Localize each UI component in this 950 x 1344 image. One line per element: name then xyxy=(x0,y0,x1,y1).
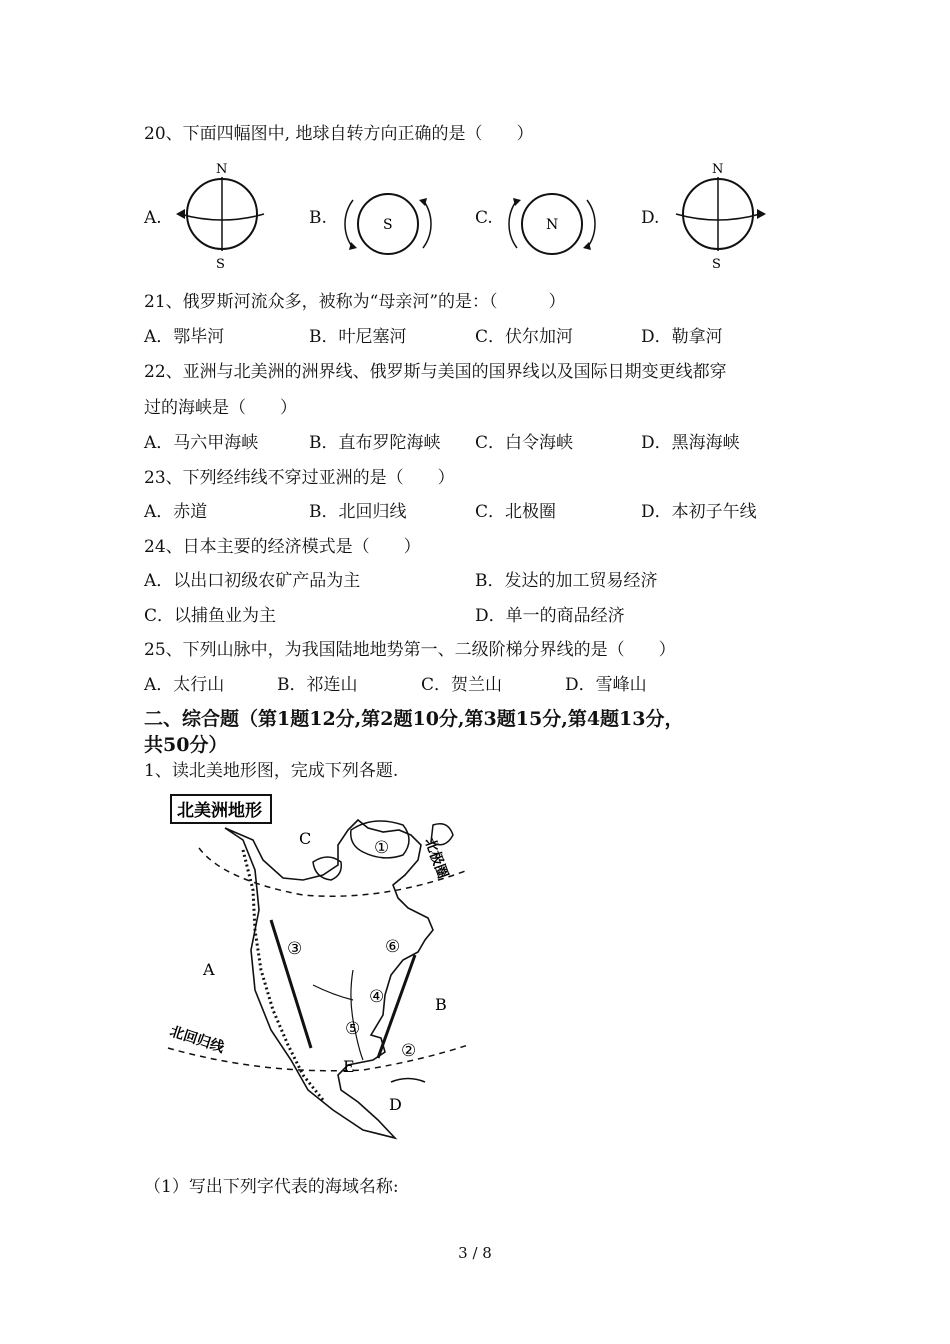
q23-option-a: A．赤道 xyxy=(144,502,208,522)
south-label: S xyxy=(383,217,393,233)
q21-option-b: B．叶尼塞河 xyxy=(309,327,407,347)
map-title: 北美洲地形 xyxy=(177,801,262,821)
map-number-3: ③ xyxy=(287,939,303,959)
q23-option-d: D．本初子午线 xyxy=(641,502,757,522)
section2-heading-line1: 二、综合题（第1题12分,第2题10分,第3题15分,第4题13分， xyxy=(144,708,684,730)
map-letter-e: E xyxy=(343,1057,355,1076)
q25-option-d: D．雪峰山 xyxy=(565,675,647,695)
map-letter-c: C xyxy=(299,829,312,848)
continent-outline xyxy=(225,820,433,1138)
map-number-5: ⑤ xyxy=(345,1019,361,1039)
north-label: N xyxy=(546,217,559,233)
arctic-circle-label: 北极圈 xyxy=(421,835,451,881)
q24-option-a: A．以出口初级农矿产品为主 xyxy=(144,571,361,591)
q20-option-a: A. xyxy=(144,208,162,228)
q20-option-b: B. xyxy=(309,208,327,228)
q24-option-b: B．发达的加工贸易经济 xyxy=(475,571,658,591)
q25-option-a: A．太行山 xyxy=(144,675,225,695)
q22-option-b: B．直布罗陀海峡 xyxy=(309,433,441,453)
comp1-stem: 1、读北美地形图，完成下列各题. xyxy=(144,761,399,781)
q20-globe-c xyxy=(500,188,600,260)
north-label: N xyxy=(216,162,228,177)
south-label: S xyxy=(712,257,721,270)
tropic-label: 北回归线 xyxy=(167,1023,226,1057)
q25-option-c: C．贺兰山 xyxy=(421,675,503,695)
q23-option-b: B．北回归线 xyxy=(309,502,407,522)
q23-stem: 23、下列经纬线不穿过亚洲的是（ ） xyxy=(144,468,455,488)
q21-option-c: C．伏尔加河 xyxy=(475,327,574,347)
comp1-sub1: （1）写出下列字代表的海域名称: xyxy=(144,1177,399,1197)
q22-option-c: C．白令海峡 xyxy=(475,433,574,453)
q22-option-d: D．黑海海峡 xyxy=(641,433,740,453)
q22-stem-line1: 22、亚洲与北美洲的洲界线、俄罗斯与美国的国界线以及国际日期变更线都穿 xyxy=(144,362,727,382)
map-number-6: ⑥ xyxy=(385,937,401,957)
q21-stem: 21、俄罗斯河流众多，被称为“母亲河”的是：（ ） xyxy=(144,292,566,312)
q23-option-c: C．北极圈 xyxy=(475,502,557,522)
south-label: S xyxy=(216,257,225,270)
map-letter-a: A xyxy=(203,960,215,979)
q20-globe-a xyxy=(170,158,270,270)
q20-option-d: D. xyxy=(641,208,660,228)
page-number: 3 / 8 xyxy=(458,1244,492,1262)
q22-option-a: A．马六甲海峡 xyxy=(144,433,259,453)
missouri-river xyxy=(313,985,353,1000)
q24-option-d: D．单一的商品经济 xyxy=(475,606,625,626)
q20-globe-d xyxy=(668,158,772,270)
map-number-2: ② xyxy=(401,1041,417,1061)
north-label: N xyxy=(712,162,724,177)
section2-heading-line2: 共50分） xyxy=(144,734,228,756)
q24-stem: 24、日本主要的经济模式是（ ） xyxy=(144,537,421,557)
rocky-mountains xyxy=(243,850,323,1100)
q20-globe-b xyxy=(335,188,435,260)
map-letter-d: D xyxy=(389,1095,402,1114)
q22-stem-line2: 过的海峡是（ ） xyxy=(144,398,297,418)
mississippi-river xyxy=(351,970,363,1060)
map-letter-b: B xyxy=(435,995,447,1014)
q20-stem: 20、下面四幅图中, 地球自转方向正确的是（ ） xyxy=(144,124,534,144)
q25-stem: 25、下列山脉中，为我国陆地地势第一、二级阶梯分界线的是（ ） xyxy=(144,640,676,660)
map-number-1: ① xyxy=(374,838,390,858)
north-america-map xyxy=(163,790,473,1142)
q21-option-a: A．鄂毕河 xyxy=(144,327,225,347)
q24-option-c: C．以捕鱼业为主 xyxy=(144,606,277,626)
q25-option-b: B．祁连山 xyxy=(277,675,358,695)
map-number-4: ④ xyxy=(369,987,385,1007)
q20-option-c: C. xyxy=(475,208,493,228)
caribbean-islands xyxy=(391,1079,425,1083)
q21-option-d: D．勒拿河 xyxy=(641,327,723,347)
